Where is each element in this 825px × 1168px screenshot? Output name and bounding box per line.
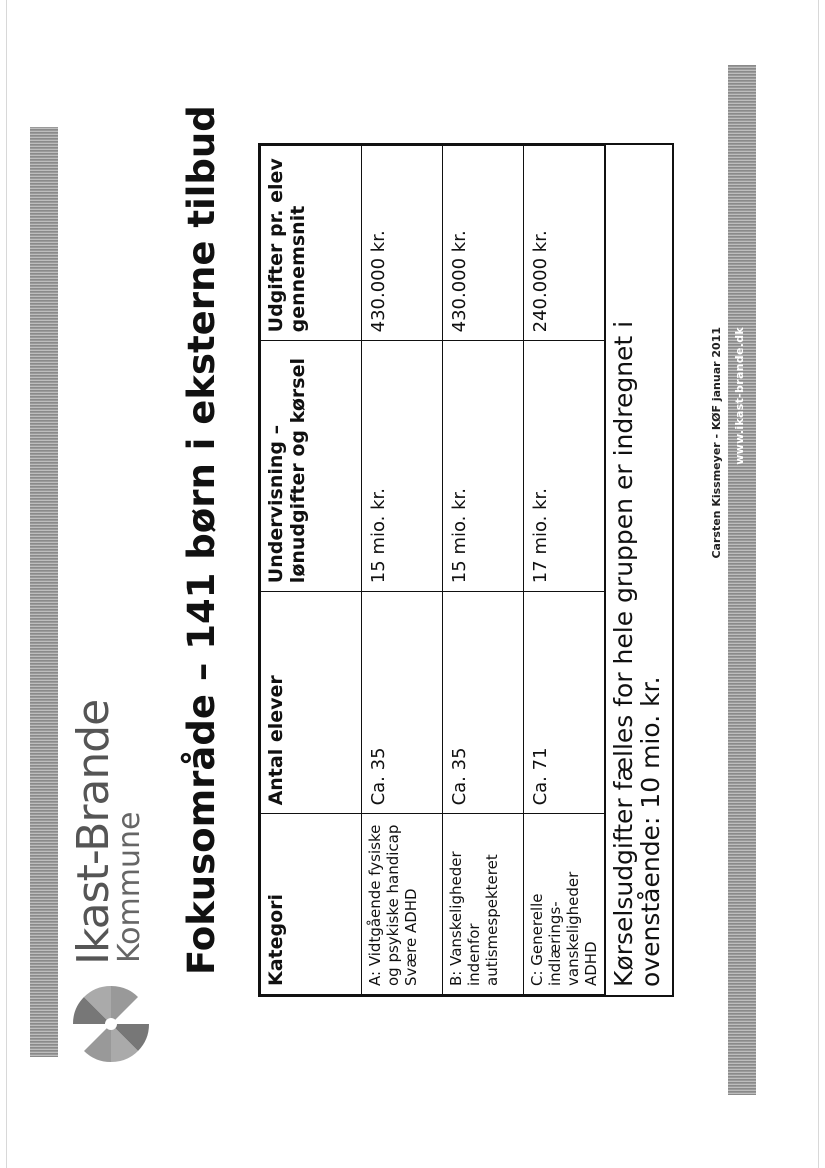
scan-edge-left xyxy=(6,0,7,1168)
cell-udgifter: 430.000 kr. xyxy=(443,146,524,341)
footer-url: www.ikast-brande.dk xyxy=(733,327,746,465)
header-antal-elever: Antal elever xyxy=(261,592,362,814)
cell-udgifter: 240.000 kr. xyxy=(524,146,605,341)
scan-edge-right xyxy=(818,0,819,1168)
cell-kategori: B: Vanskeligheder indenfor autismespekteret xyxy=(443,814,524,995)
cell-antal: Ca. 35 xyxy=(443,592,524,814)
data-table xyxy=(258,143,674,997)
header-udgifter: Udgifter pr. elev gennemsnit xyxy=(261,146,362,341)
table-row xyxy=(362,146,443,995)
footer-bar xyxy=(728,65,756,1095)
cell-undervisning: 15 mio. kr. xyxy=(362,341,443,592)
header-undervisning: Undervisning – lønudgifter og kørsel xyxy=(261,341,362,592)
slide xyxy=(30,65,750,1095)
header-bar xyxy=(30,127,58,1057)
pinwheel-logo-icon xyxy=(70,983,152,1065)
table-header-row xyxy=(261,146,362,995)
cell-kategori: C: Generelle indlærings-vanskeligheder ADHD xyxy=(524,814,605,995)
logo-subtitle: Kommune xyxy=(112,811,147,963)
cell-udgifter: 430.000 kr. xyxy=(362,146,443,341)
table-note: Kørselsudgifter fælles for hele gruppen er indregnet i ovenstående: 10 mio. kr. xyxy=(605,145,672,995)
slide-title: Fokusområde – 141 børn i eksterne tilbud xyxy=(180,105,223,975)
cell-antal: Ca. 35 xyxy=(362,592,443,814)
logo xyxy=(68,699,150,1065)
table-row xyxy=(524,146,605,995)
cell-undervisning: 15 mio. kr. xyxy=(443,341,524,592)
cell-antal: Ca. 71 xyxy=(524,592,605,814)
header-kategori: Kategori xyxy=(261,814,362,995)
footer-author: Carsten Kissmeyer - KØF januar 2011 xyxy=(710,327,723,559)
cell-kategori: A: Vidtgående fysiske og psykiske handicap Svære ADHD xyxy=(362,814,443,995)
table-row xyxy=(443,146,524,995)
logo-name: Ikast-Brande xyxy=(68,699,119,965)
cell-undervisning: 17 mio. kr. xyxy=(524,341,605,592)
